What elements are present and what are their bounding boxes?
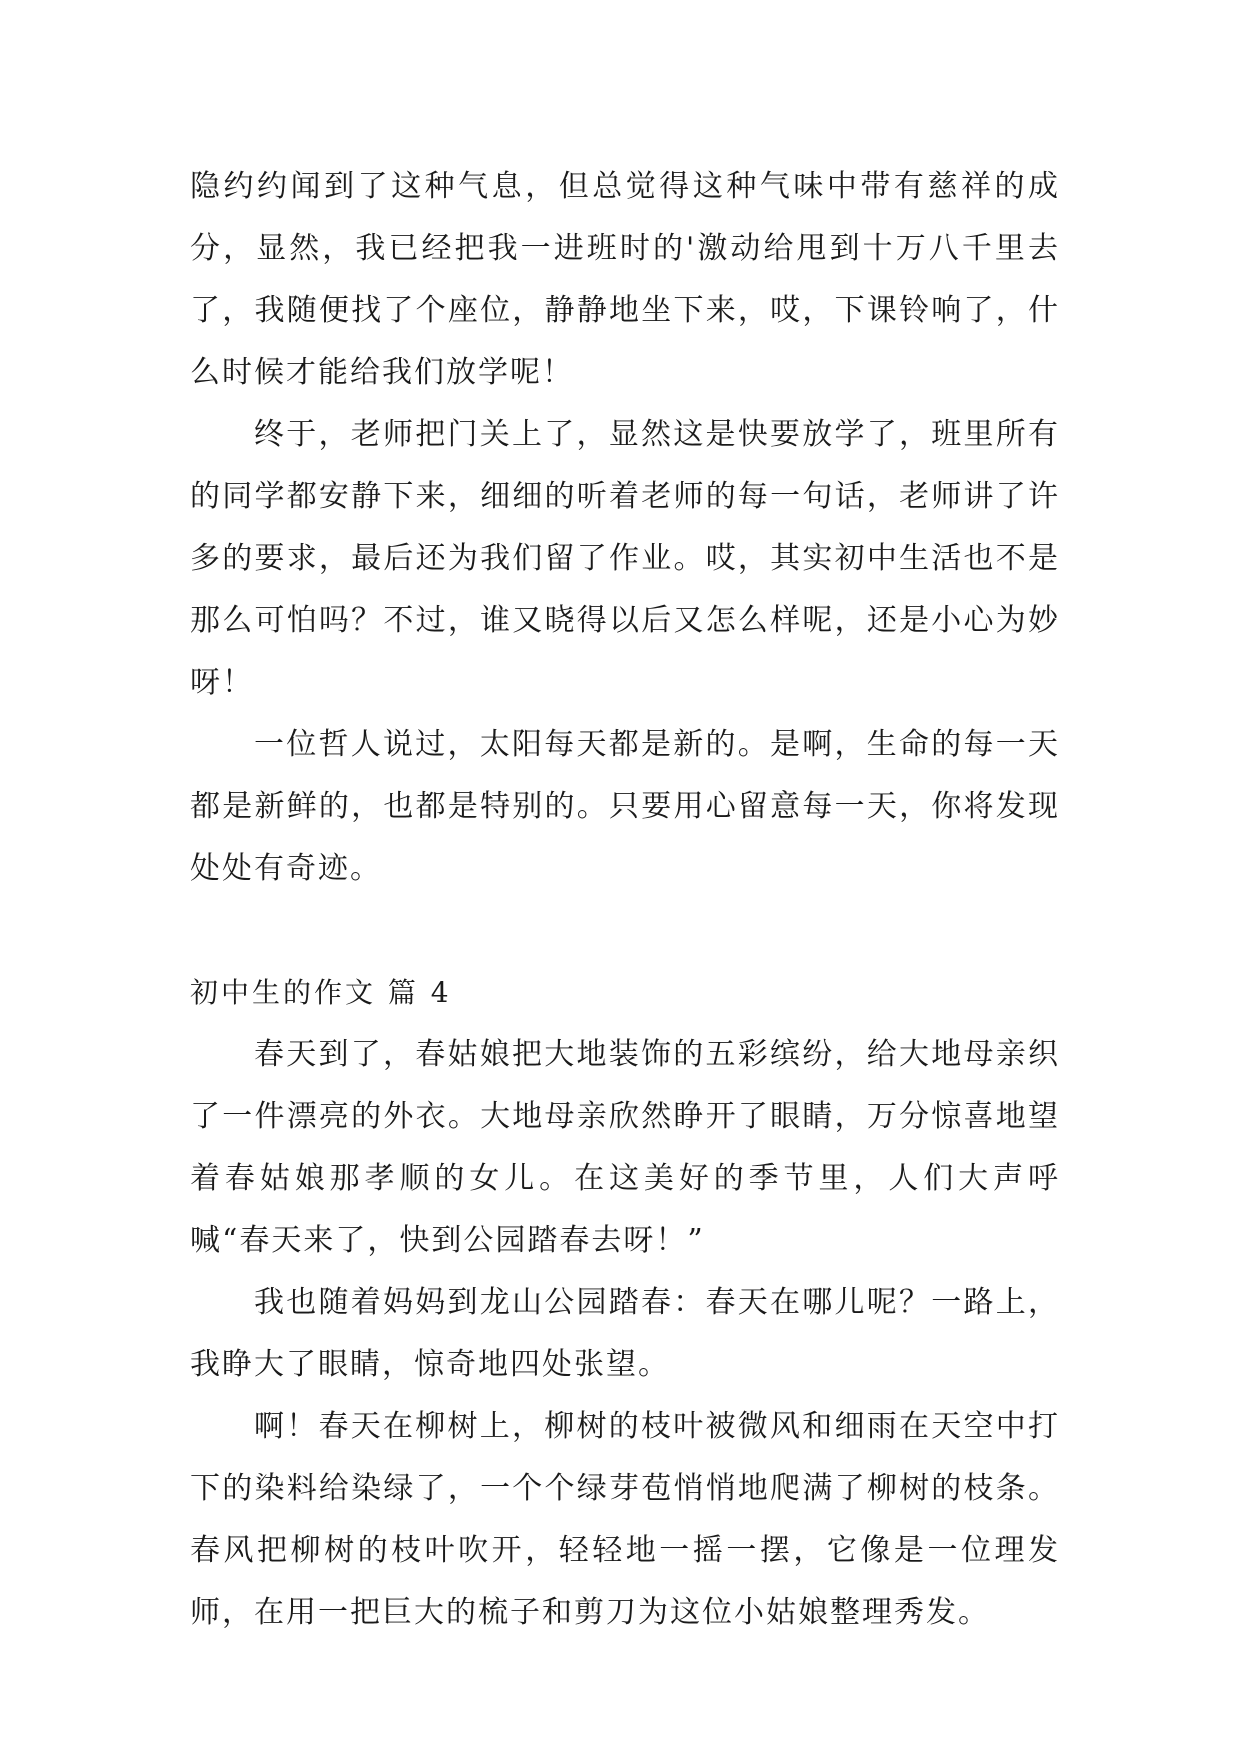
paragraph-2: 终于，老师把门关上了，显然这是快要放学了，班里所有的同学都安静下来，细细的听着老师的每一句话，老师讲了许多的要求，最后还为我们留了作业。哎，其实初中生活也不是那么可怕吗？不过，谁又晓得以后又怎么样呢，还是小心为妙呀！	[190, 417, 1060, 700]
paragraph-3: 一位哲人说过，太阳每天都是新的。是啊，生命的每一天都是新鲜的，也都是特别的。只要用心留意每一天，你将发现处处有奇迹。	[190, 727, 1060, 886]
paragraph-4: 春天到了，春姑娘把大地装饰的五彩缤纷，给大地母亲织了一件漂亮的外衣。大地母亲欣然睁开了眼睛，万分惊喜地望着春姑娘那孝顺的女儿。在这美好的季节里，人们大声呼喊“春天来了，快到公园踏春去呀！”	[190, 1037, 1060, 1258]
section-heading: 初中生的作文 篇 4	[190, 976, 452, 1009]
paragraph-5: 我也随着妈妈到龙山公园踏春：春天在哪儿呢？一路上，我睁大了眼睛，惊奇地四处张望。	[190, 1285, 1060, 1382]
paragraph-1: 隐约约闻到了这种气息，但总觉得这种气味中带有慈祥的成分，显然，我已经把我一进班时的'激动给甩到十万八千里去了，我随便找了个座位，静静地坐下来，哎，下课铃响了，什么时候才能给我们放学呢！	[190, 169, 1060, 390]
document-body	[190, 156, 1060, 1644]
paragraph-6: 啊！春天在柳树上，柳树的枝叶被微风和细雨在天空中打下的染料给染绿了，一个个绿芽苞悄悄地爬满了柳树的枝条。春风把柳树的枝叶吹开，轻轻地一摇一摆，它像是一位理发师，在用一把巨大的梳子和剪刀为这位小姑娘整理秀发。	[190, 1409, 1060, 1630]
